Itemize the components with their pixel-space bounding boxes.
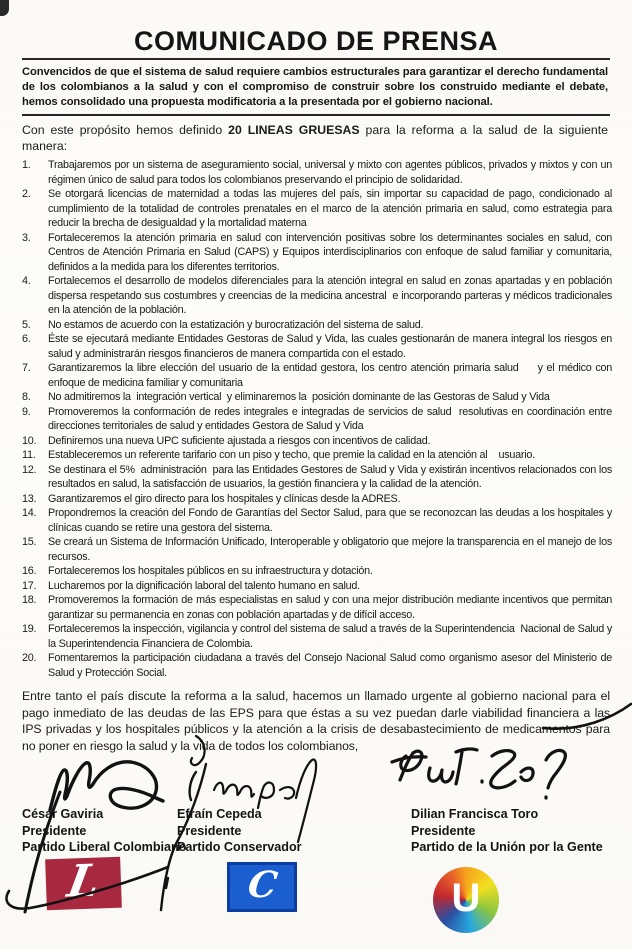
partido-conservador-logo xyxy=(227,862,297,912)
signatory-role: Presidente xyxy=(411,823,476,838)
list-item: Garantizaremos la libre elección del usuario de la entidad gestora, los centro atención primaria salud y el médico con enfoque de medicina familiar y comunitaria xyxy=(48,362,615,389)
liberal-logo-letter: L xyxy=(63,855,104,908)
intro-paragraph: Convencidos de que el sistema de salud requiere cambios estructurales para garantizar el derecho fundamental de los colombianos a la salud y con el compromiso de construir sobre los construido mediante el debate, hemos consolidado una propuesta modificatoria a la presentada por el gobierno nacional. xyxy=(22,66,608,108)
scan-corner-artifact xyxy=(0,0,9,16)
signatory-block-toro xyxy=(411,806,603,856)
purpose-suffix: para la reforma a la salud de la siguiente manera: xyxy=(22,123,608,153)
signature-dilian-toro xyxy=(392,749,565,798)
purpose-prefix: Con este propósito hemos definido xyxy=(22,123,229,137)
list-item: Se otorgará licencias de maternidad a todas las mujeres del país, sin importar su capacidad de pago, condicionado al cumplimiento de la totalidad de controles prenatales en el marco de la atención primaria en salud, como estrategia para reducir la brecha de desigualdad y la mortalidad materna xyxy=(48,188,615,229)
signatory-block-cepeda xyxy=(177,806,302,856)
signatory-party: Partido de la Unión por la Gente xyxy=(411,840,603,854)
numbered-list xyxy=(22,158,615,680)
list-item: Estableceremos un referente tarifario con un piso y techo, que premie la calidad en la atención al usuario. xyxy=(48,449,535,461)
list-item: Éste se ejecutará mediante Entidades Gestoras de Salud y Vida, las cuales gestionarán de manera integral los riesgos en salud y administrarán riesgos financieros de manera compartida con el estado. xyxy=(48,333,615,360)
purpose-paragraph xyxy=(22,122,608,154)
list-item: Trabajaremos por un sistema de aseguramiento social, universal y mixto con agentes públicos, privados y mixtos y con un régimen único de salud para todos los colombianos preservando el principio de solidaridad. xyxy=(48,159,615,186)
divider-top xyxy=(22,58,610,60)
partido-de-la-u-logo xyxy=(433,867,499,933)
closing-paragraph: Entre tanto el país discute la reforma a la salud, hacemos un llamado urgente al gobierno nacional para el pago inmediato de las deudas de las EPS para que éstas a su vez puedan darle viabilidad financiera a las IPS privadas y los hospitales públicos y la atención a la crisis de desabastecimiento de medicamentos para no poner en riesgo la salud y la vida de todos los colombianos, xyxy=(22,689,610,753)
list-item: Definiremos una nueva UPC suficiente ajustada a riesgos con incentivos de calidad. xyxy=(48,434,431,447)
list-item: Fortaleceremos los hospitales públicos en su infraestructura y dotación. xyxy=(48,565,373,577)
signatory-role: Presidente xyxy=(177,823,242,838)
signatory-name: Efraín Cepeda xyxy=(177,807,262,821)
signatory-party: Partido Conservador xyxy=(177,840,302,854)
list-item: Promoveremos la conformación de redes integrales e integradas de servicios de salud resolutivas en coordinación entre direcciones territoriales de salud y entidades Gestora de Salud y Vida xyxy=(48,405,615,432)
list-item: Fortaleceremos la inspección, vigilancia y control del sistema de salud a través de la Superintendencia Nacional de Salud y la Superintendencia Financiera de Colombia. xyxy=(48,623,615,650)
list-item: No admitiremos la integración vertical y eliminaremos la posición dominante de las Gestoras de Salud y Vida xyxy=(48,391,550,403)
signatory-role: Presidente xyxy=(22,823,87,838)
list-item: Propondremos la creación del Fondo de Garantías del Sector Salud, para que se reconozcan las deudas a los hospitales y clínicas cuando se retire una gestora del sistema. xyxy=(48,507,615,534)
list-item: Promoveremos la formación de más especialistas en salud y con una mejor distribución mediante incentivos que permitan garantizar su permanencia en zonas con población apartadas y de difícil acceso. xyxy=(48,594,615,621)
partido-liberal-logo xyxy=(45,857,122,911)
signatory-name: Dilian Francisca Toro xyxy=(411,807,539,821)
list-item: Fortaleceremos la atención primaria en salud con intervención positivas sobre los determinantes sociales en salud, con Centros de Atención Primaria en Salud (CAPS) y Equipos interdisciplinarios con enfoque de salud familiar y comunitaria, definidos a la medida para los diferentes territorios. xyxy=(48,231,615,273)
conservador-logo-letter: C xyxy=(245,864,280,906)
list-item: Fomentaremos la participación ciudadana a través del Consejo Nacional Salud como organismo asesor del Ministerio de Salud y Protección Social. xyxy=(48,652,615,679)
purpose-highlight: 20 LINEAS GRUESAS xyxy=(228,123,360,137)
list-item: Garantizaremos el giro directo para los hospitales y clínicas desde la ADRES. xyxy=(48,492,401,505)
signatory-name: César Gaviria xyxy=(22,807,104,821)
list-item: Fortalecemos el desarrollo de modelos diferenciales para la atención integral en salud en zonas apartadas y en población dispersa respetando sus costumbres y creencias de la medicina ancestral e incorporando parteras y médicos tradicionales en la atención de la población. xyxy=(48,275,615,316)
list-item: No estamos de acuerdo con la estatización y burocratización del sistema de salud. xyxy=(48,318,424,331)
signatory-party: Partido Liberal Colombiano xyxy=(22,840,187,854)
signatory-block-gaviria xyxy=(22,806,186,856)
list-item: Se destinara el 5% administración para las Entidades Gestores de Salud y Vida y existirán incentivos relacionados con los resultados en salud, la satisfacción de usuarios, la gestión financiera y la calidad de la atención. xyxy=(48,463,615,490)
list-item: Lucharemos por la dignificación laboral del talento humano en salud. xyxy=(48,579,360,592)
divider-bottom xyxy=(22,114,610,116)
page-title: COMUNICADO DE PRENSA xyxy=(133,26,499,56)
u-logo-letter: U xyxy=(451,876,481,920)
list-item: Se creará un Sistema de Información Unificado, Interoperable y obligatorio que mejore la transparencia en el manejo de los recursos. xyxy=(48,536,615,563)
